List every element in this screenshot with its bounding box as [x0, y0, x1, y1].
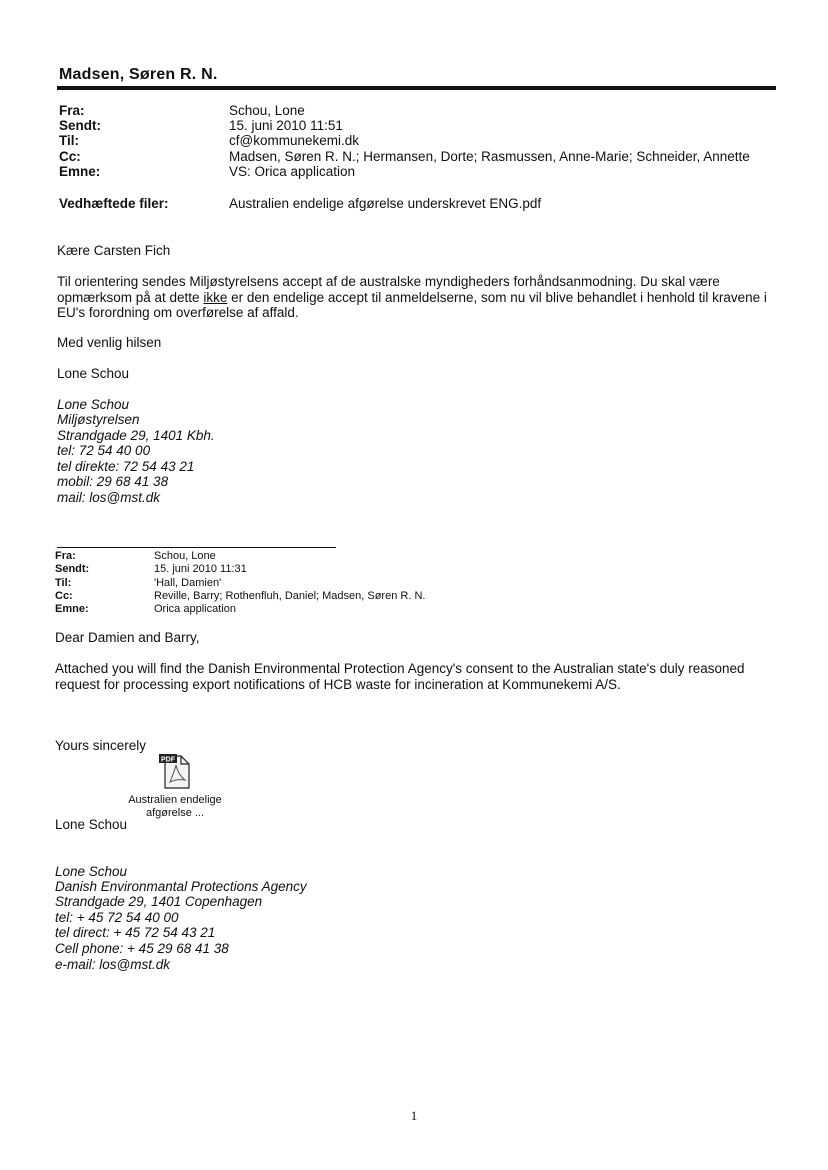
page-title: Madsen, Søren R. N. [59, 66, 218, 83]
fw-signature-line: Danish Environmantal Protections Agency [55, 879, 307, 894]
fw-body-paragraph: Attached you will find the Danish Environmental Protection Agency's consent to the Australian state's duly reasoned request for processing export notifications of HCB waste for incineration at Kommunekemi A/S. [55, 661, 745, 692]
pdf-file-icon [157, 752, 193, 790]
signature-line: tel direkte: 72 54 43 21 [57, 459, 195, 474]
cc-label: Cc: [59, 149, 81, 164]
fw-signature-line: e-mail: los@mst.dk [55, 957, 170, 972]
fw-signature-line: Strandgade 29, 1401 Copenhagen [55, 894, 263, 909]
to-label: Til: [59, 133, 79, 148]
fw-sent-value: 15. juni 2010 11:31 [154, 563, 247, 575]
sent-label: Sendt: [59, 118, 101, 133]
subject-value: VS: Orica application [229, 164, 356, 179]
fw-to-label: Til: [55, 577, 72, 589]
body-paragraph-underlined: ikke [203, 289, 228, 305]
fw-to-value: 'Hall, Damien' [154, 577, 222, 589]
attachment-name-line2: afgørelse ... [145, 807, 205, 819]
signature-line: mobil: 29 68 41 38 [57, 474, 169, 489]
fw-subject-value: Orica application [154, 603, 236, 615]
fw-closing: Yours sincerely [55, 738, 147, 753]
attachments-label: Vedhæftede filer: [59, 196, 169, 211]
fw-signature-line: tel: + 45 72 54 40 00 [55, 910, 179, 925]
signature-line: mail: los@mst.dk [57, 490, 160, 505]
subject-label: Emne: [59, 164, 101, 179]
fw-from-label: Fra: [55, 550, 76, 562]
fw-sent-label: Sendt: [55, 563, 90, 575]
fw-subject-label: Emne: [55, 603, 89, 615]
from-label: Fra: [59, 103, 85, 118]
sent-value: 15. juni 2010 11:51 [229, 118, 343, 133]
closing: Med venlig hilsen [57, 335, 162, 350]
fw-signature-line: Cell phone: + 45 29 68 41 38 [55, 941, 229, 956]
greeting: Kære Carsten Fich [57, 243, 171, 258]
fw-signature-line: Lone Schou [55, 864, 128, 879]
pdf-badge: PDF [161, 756, 175, 764]
fw-from-value: Schou, Lone [154, 550, 216, 562]
title-rule [57, 86, 776, 90]
signature-line: Lone Schou [57, 397, 130, 412]
fw-signature-line: tel direct: + 45 72 54 43 21 [55, 925, 216, 940]
from-value: Schou, Lone [229, 103, 305, 118]
body-paragraph-part2: er den endelige accept til anmeldelserne, som nu vil blive behandlet i henhold til kravene i EU's forordning om overførelse af affald. [57, 289, 767, 320]
fw-sender-name: Lone Schou [55, 817, 128, 832]
fw-greeting: Dear Damien and Barry, [55, 630, 200, 645]
fw-cc-value: Reville, Barry; Rothenfluh, Daniel; Madsen, Søren R. N. [154, 590, 426, 602]
signature-line: tel: 72 54 40 00 [57, 443, 151, 458]
body-paragraph [57, 274, 779, 321]
attachment-name-line1: Australien endelige [128, 794, 222, 806]
attachment[interactable] [120, 752, 230, 820]
fw-cc-label: Cc: [55, 590, 73, 602]
to-value: cf@kommunekemi.dk [229, 133, 359, 148]
body-paragraph-part1: Til orientering sendes Miljøstyrelsens accept af de australske myndigheders forhåndsanmodning. Du skal være opmærksom på at dette [57, 274, 720, 305]
attachments-value: Australien endelige afgørelse underskrevet ENG.pdf [229, 196, 542, 211]
signature-line: Miljøstyrelsen [57, 412, 140, 427]
signature-line: Strandgade 29, 1401 Kbh. [57, 428, 215, 443]
sender-name: Lone Schou [57, 366, 130, 381]
forward-separator [57, 547, 336, 548]
page-number: 1 [410, 1108, 418, 1123]
cc-value: Madsen, Søren R. N.; Hermansen, Dorte; Rasmussen, Anne-Marie; Schneider, Annette [229, 149, 750, 164]
